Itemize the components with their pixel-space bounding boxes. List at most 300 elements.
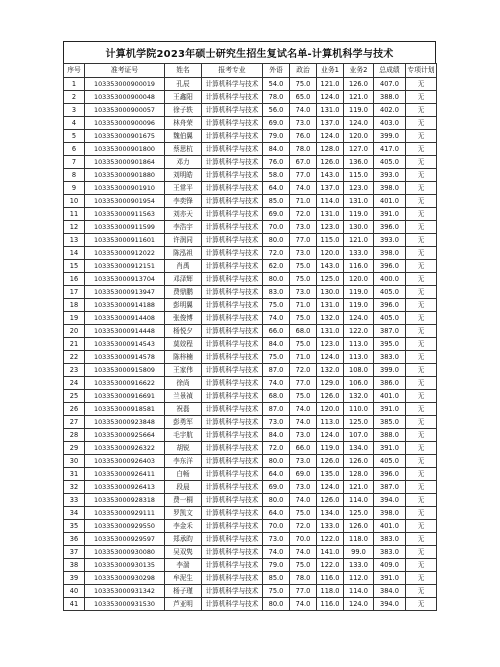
- table-row: [64, 247, 437, 260]
- cell-politics: 78.0: [290, 572, 317, 585]
- cell-foreign-language: 70.0: [263, 520, 290, 533]
- cell-special-plan: 无: [406, 312, 437, 325]
- cell-foreign-language: 75.0: [263, 299, 290, 312]
- cell-major: 计算机科学与技术: [202, 78, 263, 91]
- cell-subject-2: 132.0: [344, 390, 374, 403]
- cell-total: 387.0: [374, 481, 406, 494]
- cell-exam-id: 103353000911563: [85, 208, 165, 221]
- cell-special-plan: 无: [406, 572, 437, 585]
- cell-politics: 75.0: [290, 390, 317, 403]
- cell-major: 计算机科学与技术: [202, 520, 263, 533]
- cell-subject-2: 128.0: [344, 468, 374, 481]
- cell-subject-2: 124.0: [344, 117, 374, 130]
- cell-exam-id: 103353000929550: [85, 520, 165, 533]
- cell-politics: 71.0: [290, 351, 317, 364]
- cell-politics: 77.0: [290, 169, 317, 182]
- cell-politics: 75.0: [290, 260, 317, 273]
- table-row: [64, 468, 437, 481]
- cell-politics: 74.0: [290, 403, 317, 416]
- cell-special-plan: 无: [406, 104, 437, 117]
- table-row: [64, 559, 437, 572]
- cell-seq: 9: [64, 182, 85, 195]
- cell-subject-1: 126.0: [317, 455, 344, 468]
- table-header-row: [64, 64, 437, 78]
- cell-seq: 8: [64, 169, 85, 182]
- cell-special-plan: 无: [406, 377, 437, 390]
- cell-name: 刘明皓: [165, 169, 202, 182]
- table-row: [64, 572, 437, 585]
- cell-politics: 75.0: [290, 78, 317, 91]
- cell-subject-2: 121.0: [344, 481, 374, 494]
- cell-politics: 73.0: [290, 481, 317, 494]
- cell-seq: 3: [64, 104, 85, 117]
- table-row: [64, 416, 437, 429]
- cell-major: 计算机科学与技术: [202, 351, 263, 364]
- table-row: [64, 533, 437, 546]
- cell-special-plan: 无: [406, 143, 437, 156]
- cell-politics: 74.0: [290, 598, 317, 611]
- cell-name: 毛宇航: [165, 429, 202, 442]
- cell-total: 403.0: [374, 117, 406, 130]
- cell-foreign-language: 70.0: [263, 221, 290, 234]
- cell-subject-1: 123.0: [317, 221, 344, 234]
- cell-major: 计算机科学与技术: [202, 143, 263, 156]
- cell-politics: 74.0: [290, 546, 317, 559]
- cell-total: 405.0: [374, 286, 406, 299]
- cell-total: 391.0: [374, 208, 406, 221]
- cell-exam-id: 103353000929597: [85, 533, 165, 546]
- cell-major: 计算机科学与技术: [202, 416, 263, 429]
- cell-subject-2: 136.0: [344, 156, 374, 169]
- admission-table: [63, 63, 437, 611]
- cell-foreign-language: 87.0: [263, 403, 290, 416]
- cell-name: 林舟荣: [165, 117, 202, 130]
- cell-politics: 73.0: [290, 247, 317, 260]
- cell-subject-2: 110.0: [344, 403, 374, 416]
- cell-foreign-language: 79.0: [263, 559, 290, 572]
- cell-subject-2: 119.0: [344, 208, 374, 221]
- cell-exam-id: 103353000914578: [85, 351, 165, 364]
- cell-special-plan: 无: [406, 234, 437, 247]
- cell-special-plan: 无: [406, 507, 437, 520]
- cell-total: 417.0: [374, 143, 406, 156]
- cell-politics: 74.0: [290, 182, 317, 195]
- cell-subject-1: 124.0: [317, 351, 344, 364]
- cell-name: 罗凯文: [165, 507, 202, 520]
- table-row: [64, 104, 437, 117]
- table-row: [64, 312, 437, 325]
- cell-politics: 68.0: [290, 325, 317, 338]
- cell-total: 407.0: [374, 78, 406, 91]
- header-major: 报考专业: [202, 64, 263, 78]
- cell-subject-1: 115.0: [317, 234, 344, 247]
- cell-subject-1: 129.0: [317, 377, 344, 390]
- cell-subject-1: 116.0: [317, 598, 344, 611]
- cell-foreign-language: 84.0: [263, 143, 290, 156]
- cell-subject-2: 113.0: [344, 351, 374, 364]
- cell-major: 计算机科学与技术: [202, 390, 263, 403]
- cell-politics: 77.0: [290, 377, 317, 390]
- header-exam-id: 准考证号: [85, 64, 165, 78]
- cell-exam-id: 103353000900057: [85, 104, 165, 117]
- cell-seq: 4: [64, 117, 85, 130]
- table-row: [64, 598, 437, 611]
- cell-foreign-language: 80.0: [263, 273, 290, 286]
- cell-exam-id: 103353000911601: [85, 234, 165, 247]
- cell-foreign-language: 84.0: [263, 429, 290, 442]
- cell-major: 计算机科学与技术: [202, 377, 263, 390]
- cell-name: 邓泽辉: [165, 273, 202, 286]
- cell-subject-1: 126.0: [317, 156, 344, 169]
- cell-special-plan: 无: [406, 429, 437, 442]
- cell-politics: 77.0: [290, 585, 317, 598]
- cell-subject-1: 131.0: [317, 299, 344, 312]
- cell-subject-2: 125.0: [344, 416, 374, 429]
- cell-foreign-language: 83.0: [263, 286, 290, 299]
- cell-subject-2: 126.0: [344, 455, 374, 468]
- cell-major: 计算机科学与技术: [202, 208, 263, 221]
- cell-exam-id: 103353000914188: [85, 299, 165, 312]
- cell-subject-2: 116.0: [344, 260, 374, 273]
- cell-special-plan: 无: [406, 338, 437, 351]
- cell-seq: 35: [64, 520, 85, 533]
- table-row: [64, 130, 437, 143]
- cell-foreign-language: 84.0: [263, 338, 290, 351]
- cell-name: 彭明翼: [165, 299, 202, 312]
- cell-subject-1: 113.0: [317, 416, 344, 429]
- cell-major: 计算机科学与技术: [202, 195, 263, 208]
- cell-major: 计算机科学与技术: [202, 221, 263, 234]
- cell-total: 396.0: [374, 221, 406, 234]
- cell-name: 吴双隽: [165, 546, 202, 559]
- cell-total: 396.0: [374, 468, 406, 481]
- table-row: [64, 338, 437, 351]
- table-row: [64, 169, 437, 182]
- cell-name: 徐尚: [165, 377, 202, 390]
- cell-name: 郑承昀: [165, 533, 202, 546]
- header-subject-2: 业务2: [344, 64, 374, 78]
- cell-exam-id: 103353000914448: [85, 325, 165, 338]
- cell-special-plan: 无: [406, 468, 437, 481]
- cell-exam-id: 103353000901800: [85, 143, 165, 156]
- cell-foreign-language: 80.0: [263, 598, 290, 611]
- cell-name: 许润同: [165, 234, 202, 247]
- cell-special-plan: 无: [406, 598, 437, 611]
- cell-major: 计算机科学与技术: [202, 182, 263, 195]
- header-subject-1: 业务1: [317, 64, 344, 78]
- cell-major: 计算机科学与技术: [202, 312, 263, 325]
- cell-subject-1: 125.0: [317, 273, 344, 286]
- cell-foreign-language: 75.0: [263, 585, 290, 598]
- cell-major: 计算机科学与技术: [202, 286, 263, 299]
- cell-major: 计算机科学与技术: [202, 455, 263, 468]
- cell-total: 405.0: [374, 455, 406, 468]
- cell-politics: 72.0: [290, 364, 317, 377]
- cell-name: 白畅: [165, 468, 202, 481]
- cell-total: 400.0: [374, 273, 406, 286]
- cell-exam-id: 103353000925664: [85, 429, 165, 442]
- table-row: [64, 299, 437, 312]
- cell-total: 387.0: [374, 325, 406, 338]
- cell-total: 398.0: [374, 247, 406, 260]
- cell-exam-id: 103353000901675: [85, 130, 165, 143]
- cell-subject-1: 134.0: [317, 507, 344, 520]
- cell-seq: 22: [64, 351, 85, 364]
- cell-total: 396.0: [374, 299, 406, 312]
- cell-special-plan: 无: [406, 208, 437, 221]
- cell-major: 计算机科学与技术: [202, 364, 263, 377]
- cell-seq: 41: [64, 598, 85, 611]
- table-row: [64, 442, 437, 455]
- cell-special-plan: 无: [406, 390, 437, 403]
- cell-major: 计算机科学与技术: [202, 104, 263, 117]
- cell-special-plan: 无: [406, 260, 437, 273]
- cell-major: 计算机科学与技术: [202, 468, 263, 481]
- cell-subject-1: 122.0: [317, 533, 344, 546]
- cell-subject-2: 106.0: [344, 377, 374, 390]
- cell-politics: 65.0: [290, 91, 317, 104]
- cell-special-plan: 无: [406, 91, 437, 104]
- table-row: [64, 429, 437, 442]
- cell-foreign-language: 76.0: [263, 156, 290, 169]
- cell-politics: 69.0: [290, 468, 317, 481]
- table-row: [64, 117, 437, 130]
- cell-major: 计算机科学与技术: [202, 130, 263, 143]
- cell-subject-2: 120.0: [344, 130, 374, 143]
- cell-name: 陈泓祖: [165, 247, 202, 260]
- header-special-plan: 专项计划: [406, 64, 437, 78]
- cell-subject-1: 114.0: [317, 195, 344, 208]
- cell-special-plan: 无: [406, 247, 437, 260]
- cell-exam-id: 103353000916622: [85, 377, 165, 390]
- cell-total: 394.0: [374, 494, 406, 507]
- cell-subject-1: 128.0: [317, 143, 344, 156]
- cell-subject-1: 121.0: [317, 78, 344, 91]
- table-row: [64, 377, 437, 390]
- cell-major: 计算机科学与技术: [202, 533, 263, 546]
- cell-major: 计算机科学与技术: [202, 598, 263, 611]
- cell-special-plan: 无: [406, 156, 437, 169]
- sheet-title: 计算机学院2023年硕士研究生招生复试名单-计算机科学与技术: [63, 41, 436, 63]
- header-seq: 序号: [64, 64, 85, 78]
- cell-total: 383.0: [374, 351, 406, 364]
- cell-major: 计算机科学与技术: [202, 117, 263, 130]
- cell-foreign-language: 75.0: [263, 351, 290, 364]
- cell-major: 计算机科学与技术: [202, 91, 263, 104]
- cell-subject-2: 125.0: [344, 507, 374, 520]
- header-name: 姓名: [165, 64, 202, 78]
- cell-foreign-language: 72.0: [263, 247, 290, 260]
- cell-exam-id: 103353000930080: [85, 546, 165, 559]
- cell-major: 计算机科学与技术: [202, 585, 263, 598]
- cell-subject-2: 107.0: [344, 429, 374, 442]
- cell-subject-2: 121.0: [344, 234, 374, 247]
- cell-name: 费鼎鹏: [165, 286, 202, 299]
- cell-seq: 34: [64, 507, 85, 520]
- cell-major: 计算机科学与技术: [202, 494, 263, 507]
- cell-total: 401.0: [374, 390, 406, 403]
- cell-subject-1: 137.0: [317, 117, 344, 130]
- header-total: 总成绩: [374, 64, 406, 78]
- cell-subject-1: 133.0: [317, 520, 344, 533]
- cell-exam-id: 103353000928318: [85, 494, 165, 507]
- cell-subject-1: 131.0: [317, 104, 344, 117]
- cell-foreign-language: 80.0: [263, 234, 290, 247]
- cell-special-plan: 无: [406, 494, 437, 507]
- table-row: [64, 494, 437, 507]
- cell-name: 段晨: [165, 481, 202, 494]
- cell-name: 张俊博: [165, 312, 202, 325]
- table-row: [64, 325, 437, 338]
- cell-subject-1: 131.0: [317, 325, 344, 338]
- cell-foreign-language: 64.0: [263, 507, 290, 520]
- cell-exam-id: 103353000912151: [85, 260, 165, 273]
- cell-total: 391.0: [374, 442, 406, 455]
- cell-politics: 75.0: [290, 559, 317, 572]
- cell-total: 398.0: [374, 182, 406, 195]
- cell-subject-1: 130.0: [317, 286, 344, 299]
- cell-name: 胡锐: [165, 442, 202, 455]
- cell-total: 385.0: [374, 416, 406, 429]
- cell-name: 杨悦夕: [165, 325, 202, 338]
- cell-subject-1: 135.0: [317, 468, 344, 481]
- cell-politics: 75.0: [290, 338, 317, 351]
- cell-total: 399.0: [374, 130, 406, 143]
- cell-foreign-language: 78.0: [263, 91, 290, 104]
- table-row: [64, 546, 437, 559]
- cell-major: 计算机科学与技术: [202, 260, 263, 273]
- cell-subject-2: 120.0: [344, 273, 374, 286]
- cell-seq: 18: [64, 299, 85, 312]
- cell-foreign-language: 74.0: [263, 377, 290, 390]
- cell-politics: 75.0: [290, 273, 317, 286]
- cell-name: 祝磊: [165, 403, 202, 416]
- cell-exam-id: 103353000916691: [85, 390, 165, 403]
- cell-total: 393.0: [374, 234, 406, 247]
- cell-total: 401.0: [374, 195, 406, 208]
- cell-politics: 73.0: [290, 455, 317, 468]
- cell-special-plan: 无: [406, 117, 437, 130]
- cell-seq: 11: [64, 208, 85, 221]
- cell-seq: 29: [64, 442, 85, 455]
- cell-politics: 71.0: [290, 299, 317, 312]
- cell-subject-1: 131.0: [317, 208, 344, 221]
- cell-exam-id: 103353000923848: [85, 416, 165, 429]
- cell-name: 邓力: [165, 156, 202, 169]
- cell-seq: 21: [64, 338, 85, 351]
- cell-major: 计算机科学与技术: [202, 546, 263, 559]
- cell-name: 兰景禎: [165, 390, 202, 403]
- cell-subject-2: 126.0: [344, 520, 374, 533]
- cell-major: 计算机科学与技术: [202, 572, 263, 585]
- cell-major: 计算机科学与技术: [202, 273, 263, 286]
- cell-name: 蔡思杭: [165, 143, 202, 156]
- cell-name: 王常平: [165, 182, 202, 195]
- cell-name: 芦亚明: [165, 598, 202, 611]
- cell-total: 393.0: [374, 169, 406, 182]
- cell-exam-id: 103353000931342: [85, 585, 165, 598]
- cell-foreign-language: 72.0: [263, 442, 290, 455]
- cell-major: 计算机科学与技术: [202, 234, 263, 247]
- cell-exam-id: 103353000901880: [85, 169, 165, 182]
- cell-total: 388.0: [374, 429, 406, 442]
- cell-seq: 15: [64, 260, 85, 273]
- cell-seq: 7: [64, 156, 85, 169]
- table-row: [64, 78, 437, 91]
- cell-foreign-language: 73.0: [263, 416, 290, 429]
- cell-total: 405.0: [374, 312, 406, 325]
- cell-major: 计算机科学与技术: [202, 338, 263, 351]
- cell-foreign-language: 58.0: [263, 169, 290, 182]
- cell-special-plan: 无: [406, 585, 437, 598]
- cell-name: 孔辰: [165, 78, 202, 91]
- cell-subject-1: 143.0: [317, 169, 344, 182]
- cell-seq: 27: [64, 416, 85, 429]
- cell-subject-2: 99.0: [344, 546, 374, 559]
- table-row: [64, 481, 437, 494]
- cell-subject-2: 112.0: [344, 572, 374, 585]
- cell-special-plan: 无: [406, 364, 437, 377]
- cell-major: 计算机科学与技术: [202, 403, 263, 416]
- cell-foreign-language: 85.0: [263, 195, 290, 208]
- table-row: [64, 195, 437, 208]
- table-row: [64, 221, 437, 234]
- cell-subject-2: 114.0: [344, 585, 374, 598]
- admission-list-sheet: [63, 41, 436, 611]
- cell-exam-id: 103353000931530: [85, 598, 165, 611]
- cell-exam-id: 103353000930298: [85, 572, 165, 585]
- cell-special-plan: 无: [406, 221, 437, 234]
- cell-subject-1: 126.0: [317, 494, 344, 507]
- cell-special-plan: 无: [406, 78, 437, 91]
- cell-seq: 24: [64, 377, 85, 390]
- cell-seq: 17: [64, 286, 85, 299]
- cell-politics: 73.0: [290, 429, 317, 442]
- cell-exam-id: 103353000914408: [85, 312, 165, 325]
- cell-special-plan: 无: [406, 182, 437, 195]
- cell-name: 王家伟: [165, 364, 202, 377]
- cell-foreign-language: 54.0: [263, 78, 290, 91]
- cell-exam-id: 103353000901954: [85, 195, 165, 208]
- cell-name: 肖禹: [165, 260, 202, 273]
- cell-special-plan: 无: [406, 559, 437, 572]
- cell-subject-1: 137.0: [317, 182, 344, 195]
- cell-exam-id: 103353000911599: [85, 221, 165, 234]
- cell-subject-1: 124.0: [317, 91, 344, 104]
- cell-subject-2: 121.0: [344, 91, 374, 104]
- cell-subject-2: 115.0: [344, 169, 374, 182]
- cell-seq: 10: [64, 195, 85, 208]
- cell-total: 402.0: [374, 104, 406, 117]
- cell-foreign-language: 62.0: [263, 260, 290, 273]
- cell-foreign-language: 85.0: [263, 572, 290, 585]
- cell-subject-2: 134.0: [344, 442, 374, 455]
- cell-subject-2: 131.0: [344, 195, 374, 208]
- cell-total: 394.0: [374, 598, 406, 611]
- cell-subject-2: 118.0: [344, 533, 374, 546]
- cell-total: 399.0: [374, 364, 406, 377]
- table-row: [64, 351, 437, 364]
- cell-special-plan: 无: [406, 455, 437, 468]
- cell-major: 计算机科学与技术: [202, 429, 263, 442]
- cell-seq: 1: [64, 78, 85, 91]
- cell-total: 388.0: [374, 91, 406, 104]
- cell-seq: 33: [64, 494, 85, 507]
- header-politics: 政治: [290, 64, 317, 78]
- cell-special-plan: 无: [406, 416, 437, 429]
- cell-subject-2: 119.0: [344, 286, 374, 299]
- cell-name: 徐子轶: [165, 104, 202, 117]
